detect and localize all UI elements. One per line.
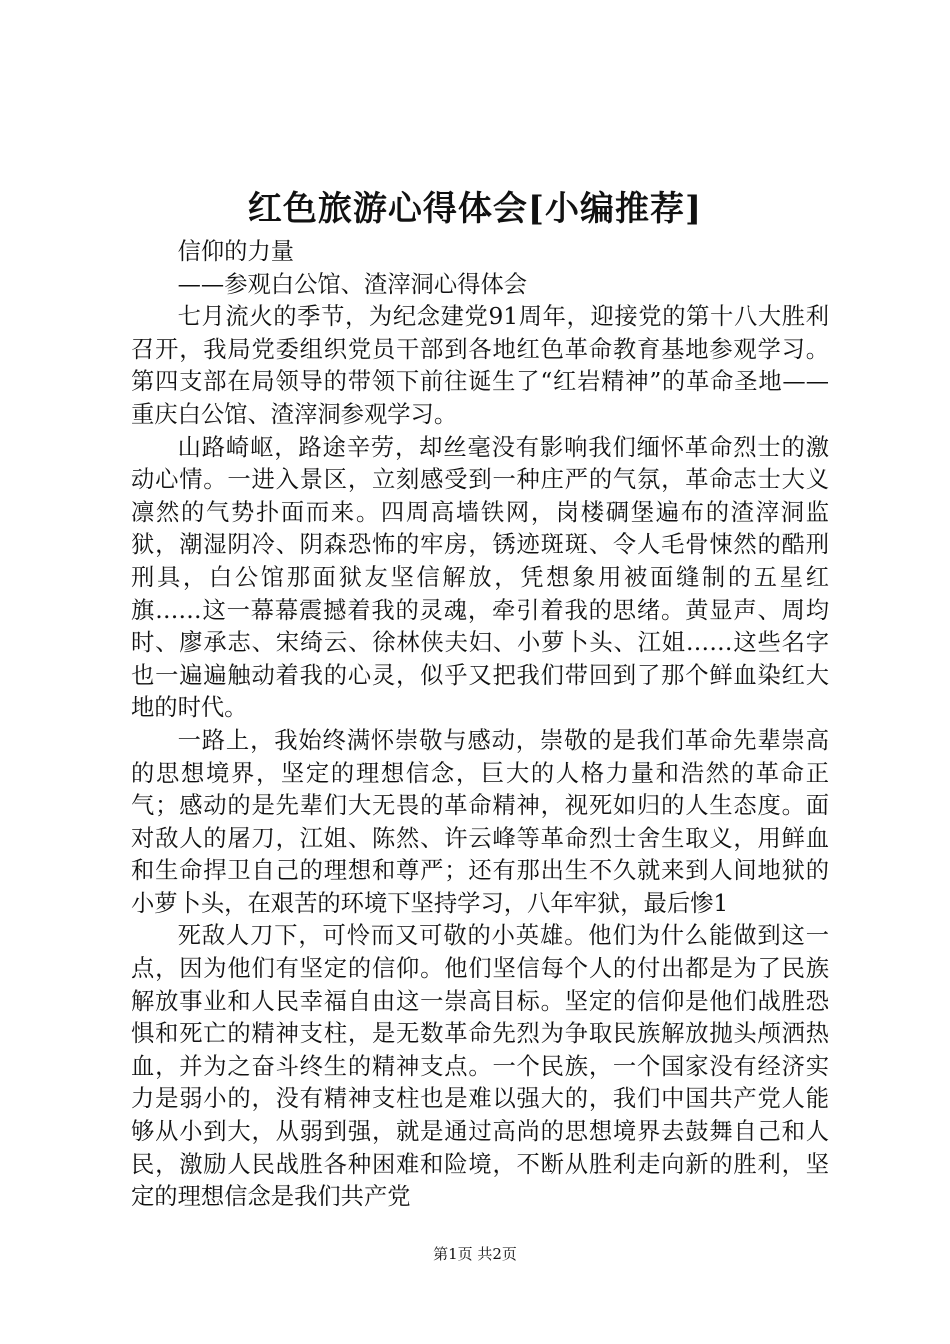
document-heading: 信仰的力量 [177,238,295,265]
document-title: 红色旅游心得体会[小编推荐] [247,189,703,229]
paragraph-4: 死敌人刀下，可怜而又可敬的小英雄。他们为什么能做到这一点，因为他们有坚定的信仰。他们坚信每个人的付出都是为了民族解放事业和人民幸福自由这一崇高目标。坚定的信仰是他们战胜恐惧和死亡的精神支柱，是无数革命先烈为争取民族解放抛头颅洒热血，并为之奋斗终生的精神支点。一个民族，一个国家没有经济实力是弱小的，没有精神支柱也是难以强大的，我们中国共产党人能够从小到大，从弱到强，就是通过高尚的思想境界去鼓舞自己和人民，激励人民战胜各种困难和险境，不断从胜利走向新的胜利，坚定的理想信念是我们共产党 [131,922,829,1211]
paragraph-3: 一路上，我始终满怀崇敬与感动，崇敬的是我们革命先辈崇高的思想境界，坚定的理想信念，巨大的人格力量和浩然的革命正气；感动的是先辈们大无畏的革命精神，视死如归的人生态度。面对敌人的屠刀，江姐、陈然、许云峰等革命烈士舍生取义，用鲜血和生命捍卫自己的理想和尊严；还有那出生不久就来到人间地狱的小萝卜头，在艰苦的环境下坚持学习，八年牢狱，最后惨1 [131,726,829,917]
paragraph-2: 山路崎岖，路途辛劳，却丝毫没有影响我们缅怀革命烈士的激动心情。一进入景区，立刻感受到一种庄严的气氛，革命志士大义凛然的气势扑面而来。四周高墙铁网，岗楼碉堡遍布的渣滓洞监狱，潮湿阴冷、阴森恐怖的牢房，锈迹斑斑、令人毛骨悚然的酷刑刑具，白公馆那面狱友坚信解放，凭想象用被面缝制的五星红旗……这一幕幕震撼着我的灵魂，牵引着我的思绪。黄显声、周均时、廖承志、宋绮云、徐林侠夫妇、小萝卜头、江姐……这些名字也一遍遍触动着我的心灵，似乎又把我们带回到了那个鲜血染红大地的时代。 [131,433,829,722]
document-body [131,236,829,1214]
page-footer: 第1页 共2页 [433,1245,517,1263]
paragraph-1: 七月流火的季节，为纪念建党91周年，迎接党的第十八大胜利召开，我局党委组织党员干部到各地红色革命教育基地参观学习。第四支部在局领导的带领下前往诞生了“红岩精神”的革命圣地——重庆白公馆、渣滓洞参观学习。 [131,303,829,428]
document-subheading: ——参观白公馆、渣滓洞心得体会 [177,270,528,298]
